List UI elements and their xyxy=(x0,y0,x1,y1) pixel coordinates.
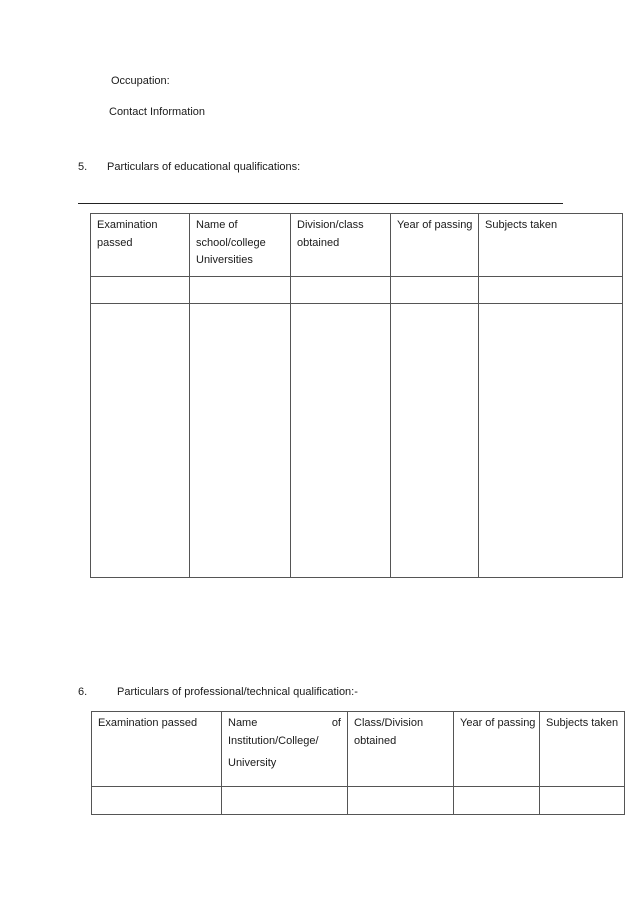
table-cell[interactable] xyxy=(479,304,623,578)
table-header-row xyxy=(92,712,625,787)
header-year-of-passing xyxy=(454,712,540,787)
section-5-number: 5. xyxy=(78,161,88,173)
section-5-underline xyxy=(78,203,563,204)
header-text: Universities xyxy=(196,254,253,266)
table-cell[interactable] xyxy=(91,304,190,578)
table-cell[interactable] xyxy=(348,787,454,815)
header-text: obtained xyxy=(297,236,340,249)
header-text: of xyxy=(331,717,341,729)
header-text: Class/Division xyxy=(354,717,424,729)
header-name-of-institution xyxy=(222,712,348,787)
header-text: school/college xyxy=(196,236,266,249)
header-text: passed xyxy=(97,236,133,249)
table-cell[interactable] xyxy=(540,787,625,815)
header-text: Institution/College/ xyxy=(228,734,319,747)
header-text: Examination xyxy=(97,219,158,231)
header-text-justified xyxy=(228,715,341,733)
header-subjects-taken xyxy=(479,214,623,277)
header-text: Subjects taken xyxy=(485,219,558,231)
table-cell[interactable] xyxy=(92,787,222,815)
table-cell[interactable] xyxy=(91,277,190,304)
header-examination-passed xyxy=(91,214,190,277)
header-class-division xyxy=(348,712,454,787)
header-division-class xyxy=(291,214,391,277)
header-subjects-taken xyxy=(540,712,625,787)
header-text: Name of xyxy=(196,219,238,231)
header-text: Subjects taken xyxy=(546,717,619,729)
table-cell[interactable] xyxy=(391,304,479,578)
table-cell[interactable] xyxy=(291,304,391,578)
header-text: Year of passing xyxy=(397,219,473,231)
table-cell[interactable] xyxy=(391,277,479,304)
header-text: University xyxy=(228,757,277,769)
educational-qualifications-table xyxy=(90,213,623,578)
header-year-of-passing xyxy=(391,214,479,277)
section-5-title: Particulars of educational qualifications: xyxy=(107,161,301,173)
professional-qualifications-table xyxy=(91,711,625,815)
header-text: Examination passed xyxy=(98,717,198,729)
table-cell[interactable] xyxy=(454,787,540,815)
occupation-label: Occupation: xyxy=(111,75,170,87)
table-cell[interactable] xyxy=(479,277,623,304)
table-cell[interactable] xyxy=(190,277,291,304)
table-cell[interactable] xyxy=(291,277,391,304)
contact-information-label: Contact Information xyxy=(109,106,205,118)
table-row xyxy=(91,277,623,304)
header-text: obtained xyxy=(354,734,397,747)
header-text: Year of passing xyxy=(460,717,536,729)
header-text: Division/class xyxy=(297,219,364,231)
table-row xyxy=(91,304,623,578)
header-text: Name xyxy=(228,717,258,729)
header-name-of-school xyxy=(190,214,291,277)
table-cell[interactable] xyxy=(222,787,348,815)
table-row xyxy=(92,787,625,815)
table-cell[interactable] xyxy=(190,304,291,578)
section-6-title: Particulars of professional/technical qualification:- xyxy=(117,686,358,698)
header-examination-passed xyxy=(92,712,222,787)
table-header-row xyxy=(91,214,623,277)
section-6-number: 6. xyxy=(78,686,88,698)
